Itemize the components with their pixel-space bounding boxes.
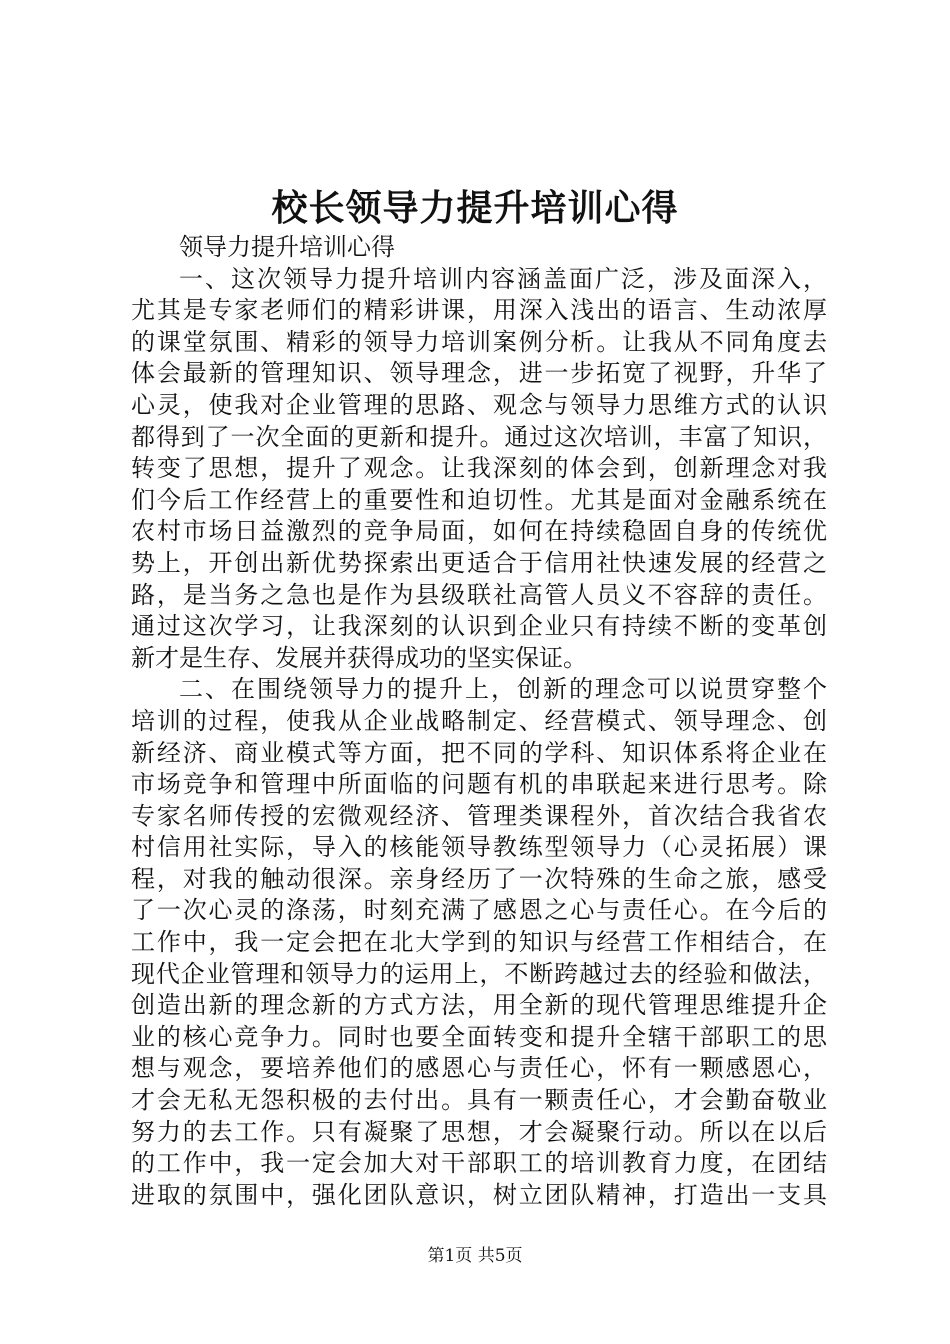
paragraph-line: 农村市场日益激烈的竞争局面，如何在持续稳固自身的传统优 xyxy=(131,517,827,546)
paragraph-line: 路，是当务之急也是作为县级联社高管人员义不容辞的责任。 xyxy=(131,580,827,609)
paragraph-line: 的课堂氛围、精彩的领导力培训案例分析。让我从不同角度去 xyxy=(131,327,827,356)
paragraph-line: 一、这次领导力提升培训内容涵盖面广泛，涉及面深入， xyxy=(179,264,827,293)
paragraph-line: 尤其是专家老师们的精彩讲课，用深入浅出的语言、生动浓厚 xyxy=(131,296,827,325)
paragraph-line: 市场竞争和管理中所面临的问题有机的串联起来进行思考。除 xyxy=(131,770,827,799)
document-subtitle: 领导力提升培训心得 xyxy=(179,233,395,261)
paragraph-line: 新经济、商业模式等方面，把不同的学科、知识体系将企业在 xyxy=(131,738,827,767)
paragraph-line: 体会最新的管理知识、领导理念，进一步拓宽了视野，升华了 xyxy=(131,359,827,388)
page-number-footer: 第1页 共5页 xyxy=(427,1246,523,1266)
document-body xyxy=(131,232,827,1211)
paragraph-line: 的工作中，我一定会加大对干部职工的培训教育力度，在团结 xyxy=(131,1149,827,1178)
paragraph-line: 现代企业管理和领导力的运用上，不断跨越过去的经验和做法， xyxy=(131,959,827,988)
paragraph-line: 进取的氛围中，强化团队意识，树立团队精神，打造出一支具 xyxy=(131,1180,827,1209)
paragraph-line: 工作中，我一定会把在北大学到的知识与经营工作相结合，在 xyxy=(131,928,827,957)
paragraph-line: 势上，开创出新优势探索出更适合于信用社快速发展的经营之 xyxy=(131,548,827,577)
paragraph-line: 了一次心灵的涤荡，时刻充满了感恩之心与责任心。在今后的 xyxy=(131,896,827,925)
paragraph-line: 村信用社实际，导入的核能领导教练型领导力（心灵拓展）课 xyxy=(131,833,827,862)
paragraph-line: 业的核心竞争力。同时也要全面转变和提升全辖干部职工的思 xyxy=(131,1022,827,1051)
paragraph-line: 专家名师传授的宏微观经济、管理类课程外，首次结合我省农 xyxy=(131,801,827,830)
paragraph-line: 心灵，使我对企业管理的思路、观念与领导力思维方式的认识 xyxy=(131,390,827,419)
paragraph-line: 二、在围绕领导力的提升上，创新的理念可以说贯穿整个 xyxy=(179,675,827,704)
paragraph-line: 通过这次学习，让我深刻的认识到企业只有持续不断的变革创 xyxy=(131,612,827,641)
paragraph-line: 新才是生存、发展并获得成功的坚实保证。 xyxy=(131,643,587,672)
document-title: 校长领导力提升培训心得 xyxy=(271,187,679,229)
paragraph-line: 程，对我的触动很深。亲身经历了一次特殊的生命之旅，感受 xyxy=(131,864,827,893)
paragraph-line: 们今后工作经营上的重要性和迫切性。尤其是面对金融系统在 xyxy=(131,485,827,514)
paragraph-line: 都得到了一次全面的更新和提升。通过这次培训，丰富了知识， xyxy=(131,422,827,451)
paragraph-line: 才会无私无怨积极的去付出。具有一颗责任心，才会勤奋敬业 xyxy=(131,1086,827,1115)
paragraph-line: 培训的过程，使我从企业战略制定、经营模式、领导理念、创 xyxy=(131,706,827,735)
paragraph-line: 想与观念，要培养他们的感恩心与责任心，怀有一颗感恩心， xyxy=(131,1054,827,1083)
paragraph-line: 努力的去工作。只有凝聚了思想，才会凝聚行动。所以在以后 xyxy=(131,1117,827,1146)
paragraph-line: 创造出新的理念新的方式方法，用全新的现代管理思维提升企 xyxy=(131,991,827,1020)
paragraph-line: 转变了思想，提升了观念。让我深刻的体会到，创新理念对我 xyxy=(131,454,827,483)
